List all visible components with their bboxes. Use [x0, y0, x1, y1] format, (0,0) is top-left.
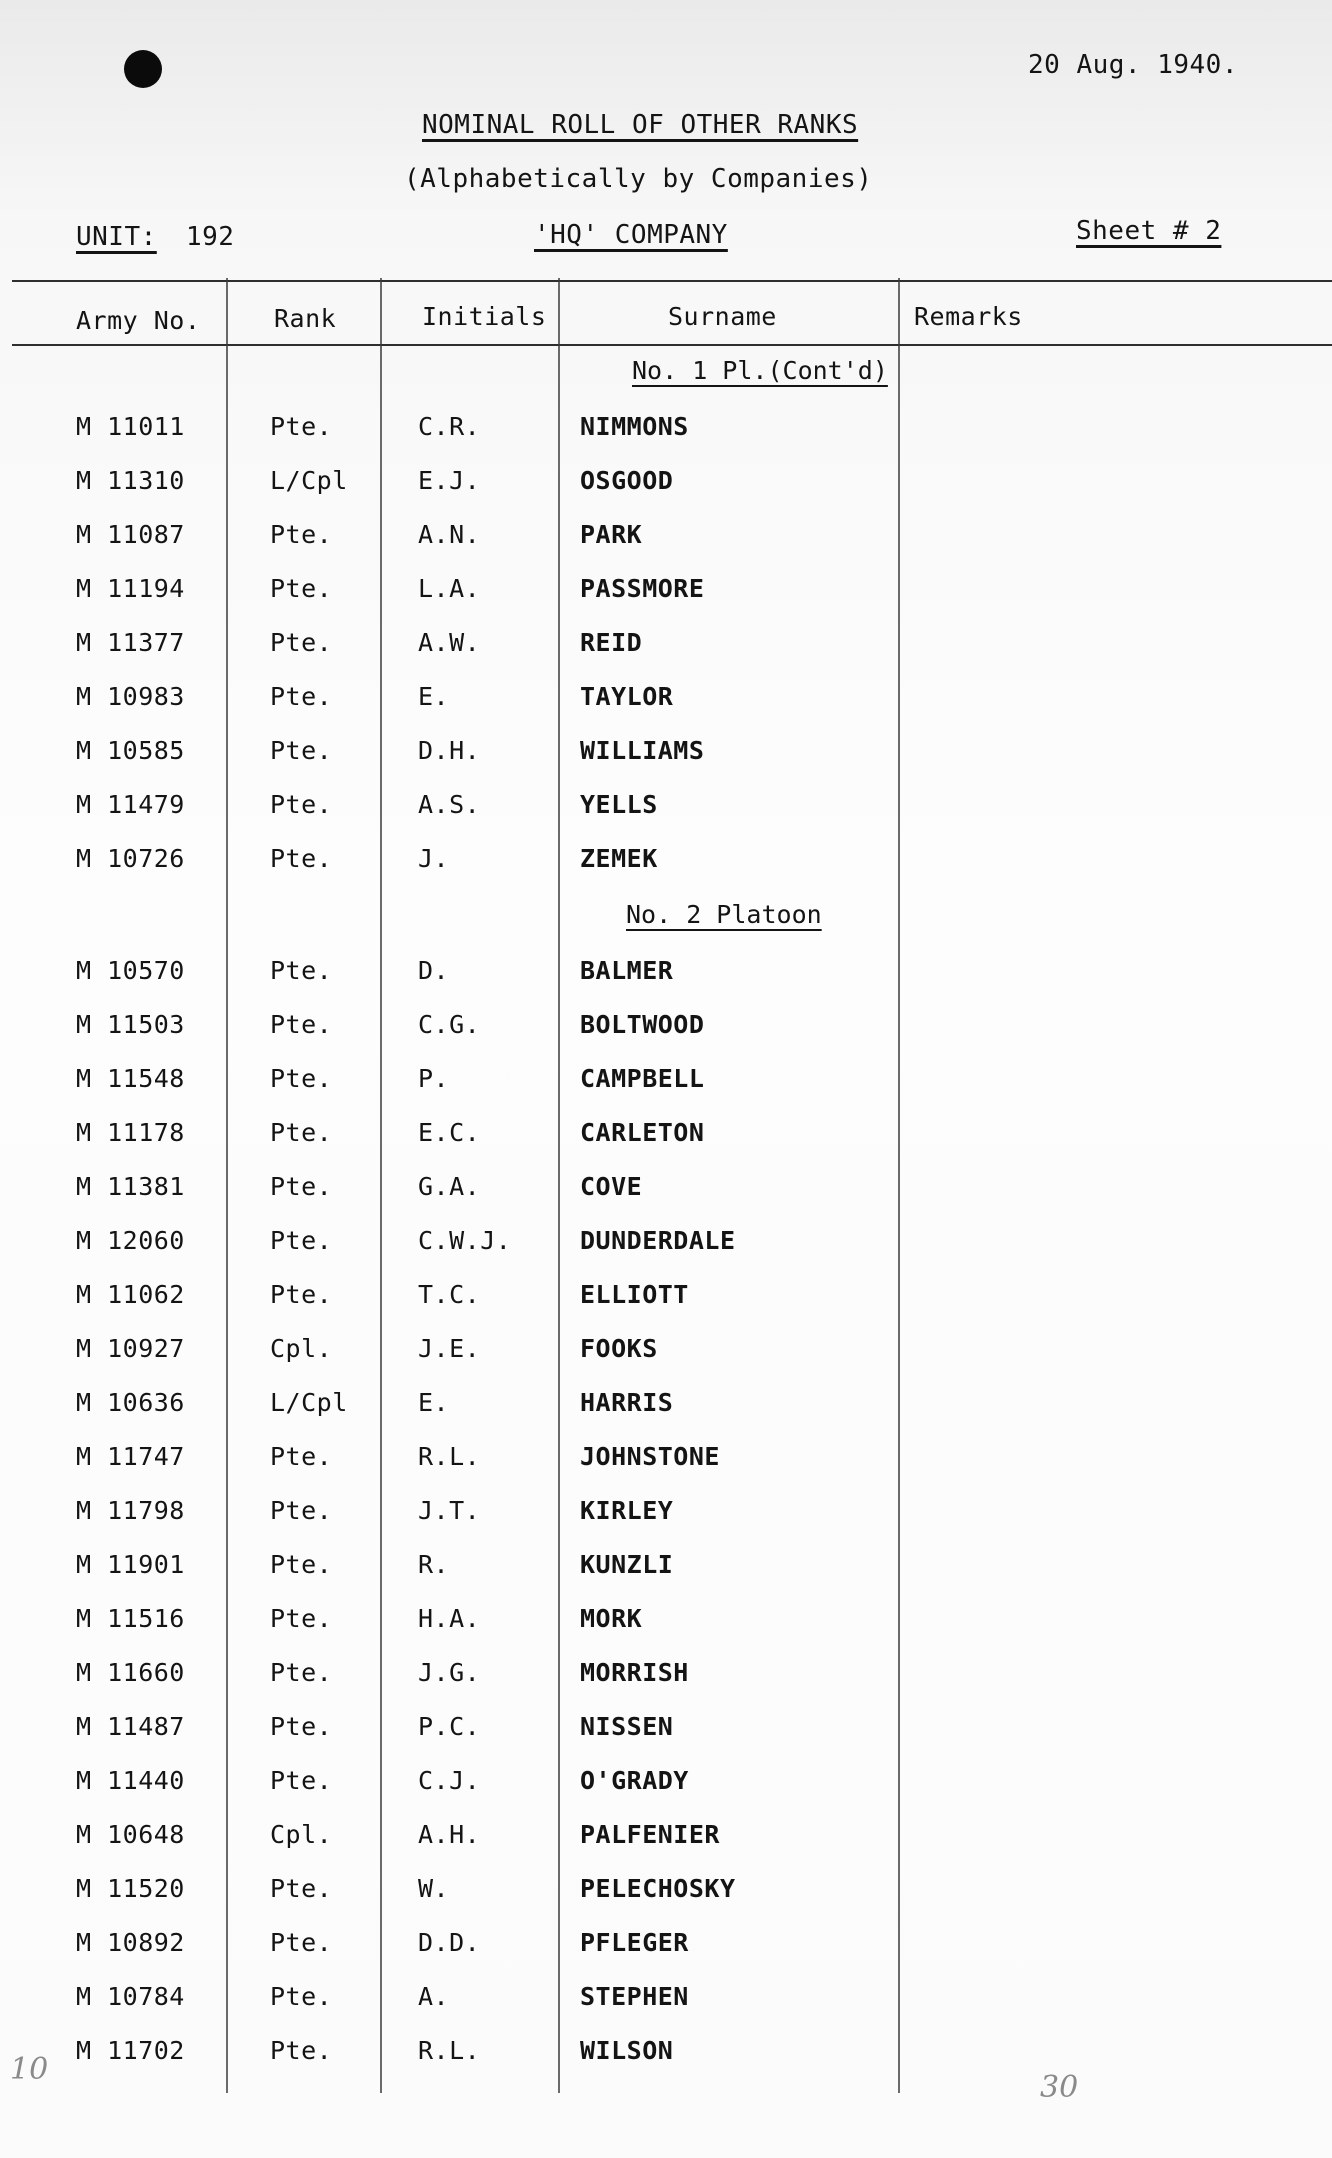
rank: Pte.: [270, 1550, 333, 1579]
surname: KUNZLI: [580, 1550, 674, 1579]
rank: Pte.: [270, 1874, 333, 1903]
initials: E.: [418, 1388, 450, 1417]
column-header-rank: Rank: [274, 304, 337, 333]
rank: Pte.: [270, 682, 333, 711]
rank: Pte.: [270, 1118, 333, 1147]
rank: Pte.: [270, 1226, 333, 1255]
rank: Pte.: [270, 1712, 333, 1741]
initials: A.W.: [418, 628, 481, 657]
table-row: [0, 1064, 1332, 1104]
army-number: M 11901: [76, 1550, 185, 1579]
section-heading: No. 2 Platoon: [626, 900, 822, 929]
unit-label: UNIT:: [76, 222, 157, 252]
initials: G.A.: [418, 1172, 481, 1201]
rank: Pte.: [270, 412, 333, 441]
table-row: [0, 520, 1332, 560]
army-number: M 11660: [76, 1658, 185, 1687]
initials: R.L.: [418, 2036, 481, 2065]
army-number: M 11178: [76, 1118, 185, 1147]
army-number: M 11548: [76, 1064, 185, 1093]
surname: ELLIOTT: [580, 1280, 689, 1309]
table-row: [0, 1550, 1332, 1590]
table-row: [0, 1118, 1332, 1158]
initials: J.E.: [418, 1334, 481, 1363]
initials: C.G.: [418, 1010, 481, 1039]
initials: E.C.: [418, 1118, 481, 1147]
table-row: [0, 466, 1332, 506]
table-row: [0, 682, 1332, 722]
pencil-annotation-bottom: 30: [1040, 2070, 1079, 2105]
document-title: NOMINAL ROLL OF OTHER RANKS: [422, 110, 859, 140]
column-header-remarks: Remarks: [914, 302, 1023, 331]
army-number: M 11377: [76, 628, 185, 657]
army-number: M 11702: [76, 2036, 185, 2065]
army-number: M 11011: [76, 412, 185, 441]
table-row: [0, 574, 1332, 614]
army-number: M 11310: [76, 466, 185, 495]
rank: Pte.: [270, 1604, 333, 1633]
army-number: M 11479: [76, 790, 185, 819]
rank: Cpl.: [270, 1334, 333, 1363]
table-row: [0, 412, 1332, 452]
army-number: M 10892: [76, 1928, 185, 1957]
initials: D.: [418, 956, 450, 985]
rank: Cpl.: [270, 1820, 333, 1849]
table-row: [0, 1442, 1332, 1482]
table-row: [0, 1766, 1332, 1806]
rank: Pte.: [270, 574, 333, 603]
surname: TAYLOR: [580, 682, 674, 711]
unit-value: 192: [186, 222, 235, 252]
army-number: M 11487: [76, 1712, 185, 1741]
initials: A.S.: [418, 790, 481, 819]
table-row: [0, 1712, 1332, 1752]
initials: J.T.: [418, 1496, 481, 1525]
army-number: M 10585: [76, 736, 185, 765]
rank: Pte.: [270, 1064, 333, 1093]
rank: Pte.: [270, 844, 333, 873]
table-row: [0, 1280, 1332, 1320]
table-row: [0, 1226, 1332, 1266]
rank: L/Cpl: [270, 1388, 348, 1417]
surname: WILSON: [580, 2036, 674, 2065]
surname: NIMMONS: [580, 412, 689, 441]
army-number: M 11087: [76, 520, 185, 549]
table-row: [0, 1334, 1332, 1374]
surname: WILLIAMS: [580, 736, 705, 765]
initials: W.: [418, 1874, 450, 1903]
initials: C.R.: [418, 412, 481, 441]
rank: Pte.: [270, 1442, 333, 1471]
army-number: M 11798: [76, 1496, 185, 1525]
army-number: M 10636: [76, 1388, 185, 1417]
document-date: 20 Aug. 1940.: [1028, 50, 1238, 80]
surname: PELECHOSKY: [580, 1874, 736, 1903]
rank: Pte.: [270, 790, 333, 819]
table-row: [0, 2036, 1332, 2076]
initials: J.: [418, 844, 450, 873]
army-number: M 10784: [76, 1982, 185, 2011]
table-row: [0, 1172, 1332, 1212]
rank: Pte.: [270, 1982, 333, 2011]
column-header-army-no: Army No.: [76, 306, 201, 335]
rank: Pte.: [270, 956, 333, 985]
surname: PASSMORE: [580, 574, 705, 603]
army-number: M 11516: [76, 1604, 185, 1633]
initials: P.C.: [418, 1712, 481, 1741]
initials: E.: [418, 682, 450, 711]
surname: OSGOOD: [580, 466, 674, 495]
surname: NISSEN: [580, 1712, 674, 1741]
rank: Pte.: [270, 628, 333, 657]
surname: DUNDERDALE: [580, 1226, 736, 1255]
table-row: [0, 1604, 1332, 1644]
table-row: [0, 1982, 1332, 2022]
surname: STEPHEN: [580, 1982, 689, 2011]
table-header-rule: [12, 344, 1332, 346]
table-row: [0, 1928, 1332, 1968]
initials: C.W.J.: [418, 1226, 512, 1255]
table-row: [0, 1010, 1332, 1050]
rank: Pte.: [270, 1496, 333, 1525]
army-number: M 10983: [76, 682, 185, 711]
surname: PARK: [580, 520, 643, 549]
surname: O'GRADY: [580, 1766, 689, 1795]
rank: Pte.: [270, 1280, 333, 1309]
table-row: [0, 1874, 1332, 1914]
punch-hole: [124, 50, 162, 88]
column-header-initials: Initials: [422, 302, 547, 331]
rank: Pte.: [270, 736, 333, 765]
rank: Pte.: [270, 1658, 333, 1687]
initials: A.N.: [418, 520, 481, 549]
army-number: M 12060: [76, 1226, 185, 1255]
company-name: 'HQ' COMPANY: [534, 220, 728, 250]
section-heading: No. 1 Pl.(Cont'd): [632, 356, 888, 385]
table-row: [0, 1820, 1332, 1860]
army-number: M 10570: [76, 956, 185, 985]
surname: REID: [580, 628, 643, 657]
surname: COVE: [580, 1172, 643, 1201]
initials: T.C.: [418, 1280, 481, 1309]
initials: A.: [418, 1982, 450, 2011]
army-number: M 11503: [76, 1010, 185, 1039]
army-number: M 10726: [76, 844, 185, 873]
surname: KIRLEY: [580, 1496, 674, 1525]
surname: CARLETON: [580, 1118, 705, 1147]
initials: L.A.: [418, 574, 481, 603]
army-number: M 10927: [76, 1334, 185, 1363]
initials: A.H.: [418, 1820, 481, 1849]
table-row: [0, 1388, 1332, 1428]
army-number: M 11520: [76, 1874, 185, 1903]
army-number: M 11440: [76, 1766, 185, 1795]
surname: YELLS: [580, 790, 658, 819]
initials: H.A.: [418, 1604, 481, 1633]
table-row: [0, 956, 1332, 996]
table-row: [0, 844, 1332, 884]
rank: Pte.: [270, 1172, 333, 1201]
initials: E.J.: [418, 466, 481, 495]
initials: R.L.: [418, 1442, 481, 1471]
rank: Pte.: [270, 520, 333, 549]
rank: L/Cpl: [270, 466, 348, 495]
surname: FOOKS: [580, 1334, 658, 1363]
table-row: [0, 1658, 1332, 1698]
surname: MORRISH: [580, 1658, 689, 1687]
table-row: [0, 1496, 1332, 1536]
column-header-surname: Surname: [668, 302, 777, 331]
surname: HARRIS: [580, 1388, 674, 1417]
table-row: [0, 790, 1332, 830]
army-number: M 11747: [76, 1442, 185, 1471]
initials: J.G.: [418, 1658, 481, 1687]
document-subtitle: (Alphabetically by Companies): [404, 164, 873, 194]
surname: BOLTWOOD: [580, 1010, 705, 1039]
rank: Pte.: [270, 1010, 333, 1039]
initials: C.J.: [418, 1766, 481, 1795]
rank: Pte.: [270, 2036, 333, 2065]
army-number: M 11194: [76, 574, 185, 603]
surname: BALMER: [580, 956, 674, 985]
surname: JOHNSTONE: [580, 1442, 720, 1471]
army-number: M 10648: [76, 1820, 185, 1849]
rank: Pte.: [270, 1928, 333, 1957]
sheet-number: Sheet # 2: [1076, 216, 1222, 246]
initials: R.: [418, 1550, 450, 1579]
surname: CAMPBELL: [580, 1064, 705, 1093]
army-number: M 11062: [76, 1280, 185, 1309]
surname: ZEMEK: [580, 844, 658, 873]
pencil-annotation-left: 10: [10, 2052, 49, 2087]
initials: D.H.: [418, 736, 481, 765]
surname: MORK: [580, 1604, 643, 1633]
initials: D.D.: [418, 1928, 481, 1957]
surname: PALFENIER: [580, 1820, 720, 1849]
initials: P.: [418, 1064, 450, 1093]
table-row: [0, 628, 1332, 668]
rank: Pte.: [270, 1766, 333, 1795]
army-number: M 11381: [76, 1172, 185, 1201]
surname: PFLEGER: [580, 1928, 689, 1957]
table-top-rule: [12, 280, 1332, 282]
table-row: [0, 736, 1332, 776]
